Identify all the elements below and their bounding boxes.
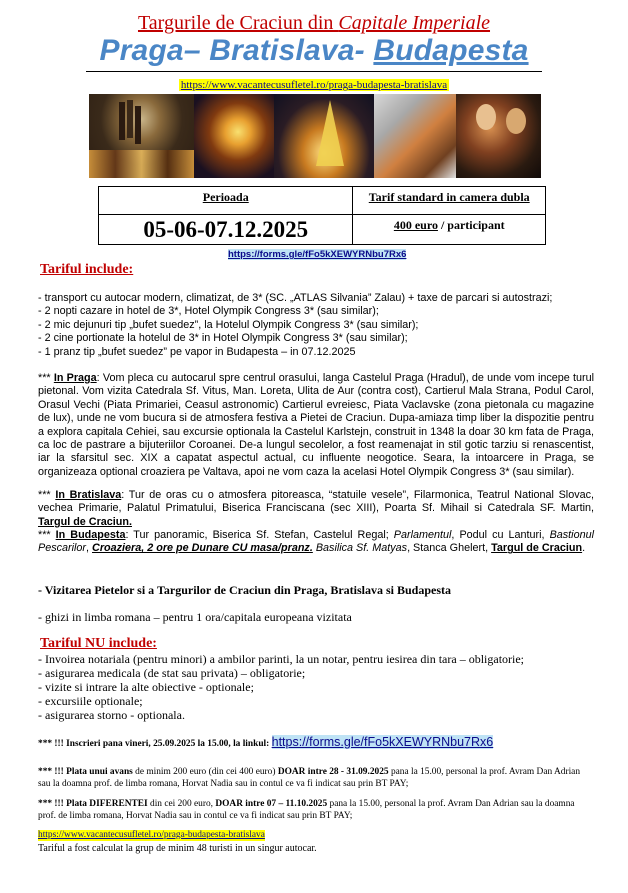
title-line-2-text: Praga– Bratislava- [99, 34, 374, 67]
extras-markets-text: - Vizitarea Pietelor si a Targurilor de Craciun din Praga, Bratislava si Budapesta [38, 583, 451, 597]
footer-link[interactable]: https://www.vacantecusufletel.ro/praga-budapesta-bratislava [38, 830, 265, 840]
title-line-1-text: Targurile de Craciun din [137, 12, 339, 34]
program-praga [38, 372, 594, 479]
includes-list [38, 292, 594, 359]
note-2-text-1: de minim 200 euro (din cei 400 euro) [132, 767, 278, 777]
extras-guides: - ghizi in limba romana – pentru 1 ora/capitala europeana vizitata [38, 610, 352, 624]
praga-text: : Vom pleca cu autocarul spre centrul orasului, langa Castelul Praga (Hradul), de unde vom incepe turul pietonal. Vom vizita Catedrala Sf. Vitus, Man. Loreta, Ulita de Aur (contra cost), Cartierul Mala Strana, Podul Carol, Orasul Vechi (Piata Primariei, Ceasul astronomic) Cartierul evreiesc, Piata Vaclavske (zona pietonala cu magazine de lux), unde ne vom bucura si de atmosfera festiva a Pietei de Craciun. Dupa-amiaza timp liber la dispozitie pentru a explora capitala Cehiei, sau excursie optionala la Castelul Karlstejn, construit in 1348 la doar 30 km fata de Praga, ca loc de pastrare a bijuteriilor Coroanei. De-a lungul secolelor, a fost reamenajat in stil gotic tarziu si renascentist, iar la sfarsitul sec. XIX a capatat aspectul actual, cu influente neogotice. Seara, la intoarcere in Praga, se organizeaza optional croaziera pe Valtava, apoi ne vom caza la acelasi Hotel Olympik Congress 3* (sau similar). [38, 372, 594, 478]
praga-label: In Praga [53, 372, 97, 384]
praga-prefix: *** [38, 372, 54, 384]
budapesta-text-1: : Tur panoramic, Biserica Sf. Stefan, Castelul Regal; [125, 529, 394, 541]
note-1-rest: , la linkul: [228, 739, 272, 749]
footer-note: Tariful a fost calculat la grup de minim 48 turisti in un singur autocar. [38, 843, 317, 854]
budapesta-text-5: , Stanca Ghelert, [407, 542, 492, 555]
note-1-bold: Inscrieri pana vineri, 25.09.2025 la 15.00 [66, 739, 229, 749]
note-2-bold-2: DOAR intre 28 - 31.09.2025 [277, 767, 389, 777]
budapest-parliament-photo [374, 94, 456, 178]
note-advance-payment [38, 766, 594, 790]
price-value [353, 215, 546, 245]
not-includes-item: - excursiile optionale; [38, 694, 143, 708]
not-includes-item: - vizite si intrare la alte obiective - optionale; [38, 680, 254, 694]
budapesta-cruise: Croaziera, 2 ore pe Dunare CU masa/pranz. [92, 542, 313, 555]
bratislava-text: : Tur de oras cu o atmosfera pitoreasca, “statuile vesele”, Filarmonica, Teatrul National Slovac, vechea Primarie, Palatul Primatului, Biserica Franciscana (sec XIII), Poarta Sf. Mihail si Catedrala SF. Martin, [38, 489, 595, 515]
note-3-prefix: *** !!! [38, 799, 67, 809]
tariff-header: Tarif standard in camera dubla [353, 187, 546, 215]
not-includes-heading: Tariful NU include: [40, 636, 157, 651]
budapesta-bastion: Bastionul Pescarilor [38, 529, 594, 555]
price-table [98, 186, 546, 245]
program-budapesta [38, 529, 594, 556]
form-link-top[interactable]: https://forms.gle/fFo5kXEWYRNbu7Rx6 [228, 249, 407, 260]
header-link-text[interactable]: https://www.vacantecusufletel.ro/praga-budapesta-bratislava [180, 79, 448, 91]
note-remaining-payment [38, 798, 594, 822]
note-3-text-2: pana la 15.00, personal la prof. Avram Dan Adrian sau la doamna prof. de limba romana, Horvat Nadia sau in contul ce va fi indicat sau prin BT PAY; [38, 799, 575, 821]
photo-strip [89, 94, 541, 178]
budapesta-text-3: , [86, 542, 93, 555]
note-3-text-1: din cei 200 euro, [147, 799, 216, 809]
period-header: Perioada [99, 187, 353, 215]
form-link-registration[interactable]: https://forms.gle/fFo5kXEWYRNbu7Rx6 [271, 735, 494, 749]
note-registration [38, 736, 594, 750]
note-2-text-2: pana la 15.00, personal la prof. Avram Dan Adrian sau la doamna prof. de limba romana, Horvat Nadia sau in contul ce va fi indicat sau prin BT PAY; [38, 767, 581, 789]
budapesta-end: Targul de Craciun [491, 542, 583, 555]
includes-item: - 2 mic dejunuri tip „bufet suedez”, la Hotelul Olympik Congress 3* (sau similar); [38, 318, 419, 331]
includes-item: - 1 pranz tip „bufet suedez” pe vapor in Budapesta – in 07.12.2025 [38, 345, 356, 358]
not-includes-item: - asigurarea medicala (de stat sau privata) – obligatorie; [38, 666, 306, 680]
budapesta-text-2: , Podul cu Lanturi, [451, 529, 550, 541]
includes-item: - 2 cine portionate la hotelul de 3* in Hotel Olympik Congress 3* (sau similar); [38, 332, 408, 345]
bratislava-prefix: *** [38, 489, 56, 501]
price-amount: 400 euro [393, 218, 438, 232]
prague-square-photo [89, 94, 194, 178]
not-includes-item: - Invoirea notariala (pentru minori) a ambilor parinti, la un notar, pentru iesirea din tara – obligatorie; [38, 652, 525, 666]
title-line-1 [0, 12, 628, 34]
includes-item: - transport cu autocar modern, climatizat, de 3* (SC. „ATLAS Silvania” Zalau) + taxe de parcari si autostrazi; [38, 292, 553, 304]
note-2-prefix: *** !!! [38, 767, 67, 777]
header-link[interactable] [0, 79, 628, 92]
price-unit: / participant [437, 218, 505, 232]
top-divider [86, 71, 542, 72]
budapesta-dot: . [582, 542, 586, 555]
title-line-2 [0, 33, 628, 69]
program-bratislava [38, 489, 594, 529]
bratislava-label: In Bratislava [55, 489, 122, 501]
note-3-bold-1: Plata DIFERENTEI [66, 799, 148, 809]
title-line-2-underlined: Budapesta [373, 34, 529, 67]
note-1-prefix: *** !!! [38, 739, 67, 749]
budapesta-matyas: Basilica Sf. Matyas [315, 542, 408, 555]
note-2-bold-1: Plata unui avans [66, 767, 133, 777]
christmas-lights-photo [194, 94, 274, 178]
christmas-tree-market-photo [274, 94, 374, 178]
not-includes-item: - asigurarea storno - optionala. [38, 708, 185, 722]
not-includes-list [38, 652, 594, 722]
budapesta-prefix: *** [38, 529, 56, 541]
budapesta-parliament: Parlamentul [393, 529, 452, 541]
note-3-bold-2: DOAR intre 07 – 11.10.2025 [215, 799, 328, 809]
extras-markets [38, 583, 451, 597]
puppets-photo [456, 94, 541, 178]
includes-heading: Tariful include: [40, 262, 134, 277]
bratislava-end: Targul de Craciun. [38, 515, 132, 528]
period-dates: 05-06-07.12.2025 [99, 215, 353, 245]
budapesta-label: In Budapesta [55, 529, 126, 541]
title-line-1-italic: Capitale Imperiale [338, 12, 491, 34]
includes-item: - 2 nopti cazare in hotel de 3*, Hotel Olympik Congress 3* (sau similar); [38, 305, 379, 318]
